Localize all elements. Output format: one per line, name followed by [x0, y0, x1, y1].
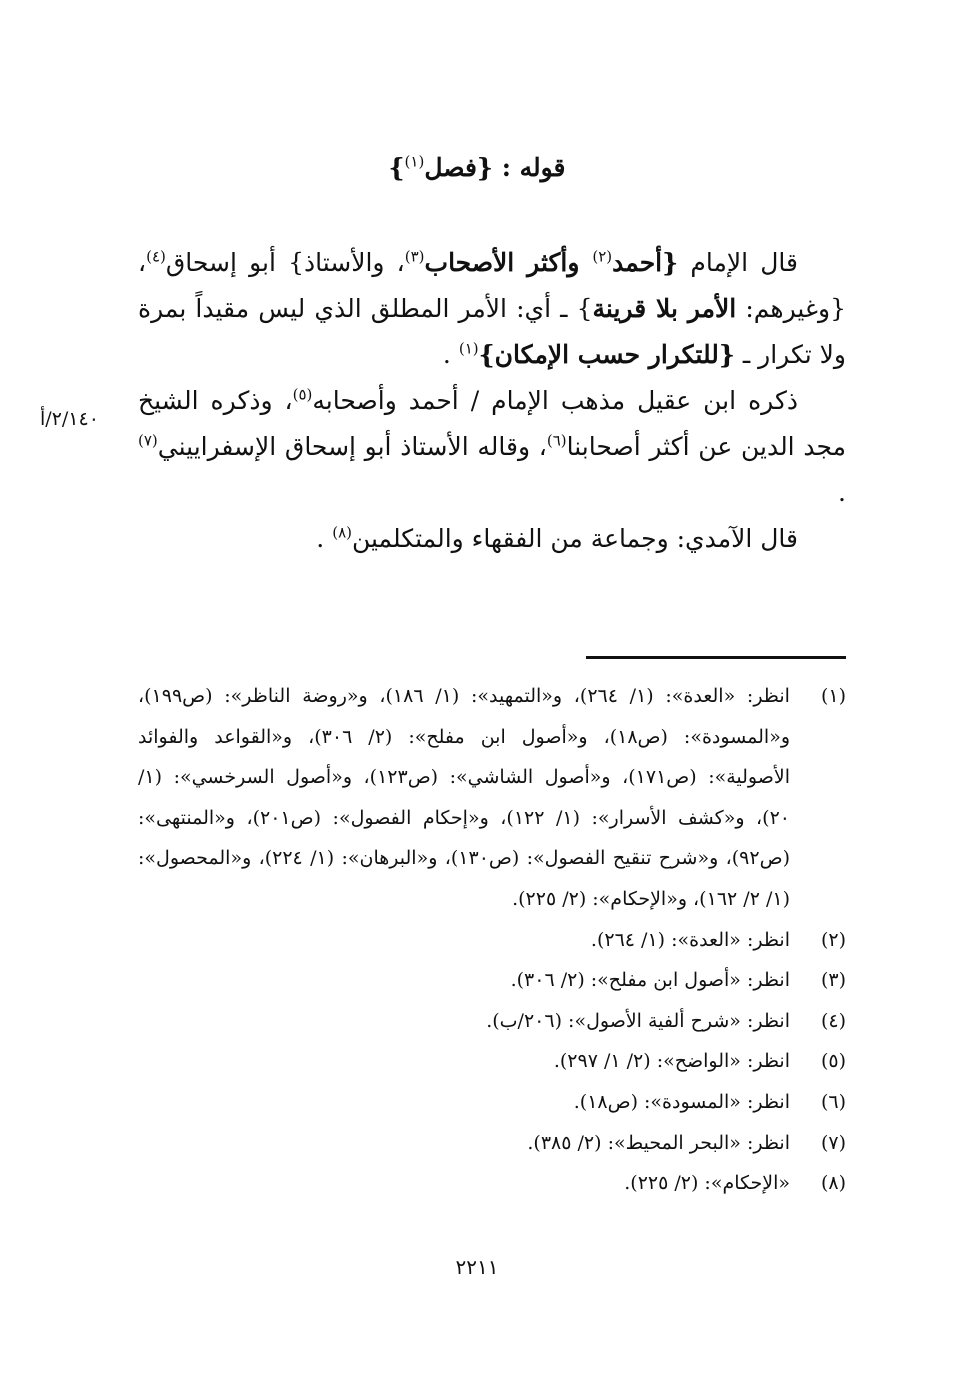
text-run: ، وذكره الشيخ مجد الدين عن أكثر أصحابنا	[138, 386, 847, 461]
text-run: ، والأستاذ} أبو إسحاق	[165, 248, 405, 277]
text-run: .	[838, 478, 846, 507]
footnote-number: (٧)	[820, 1131, 846, 1154]
footnote-number: (٤)	[820, 1009, 846, 1032]
text-run: {وغيرهم:	[736, 294, 846, 323]
footnote-number: (١)	[820, 685, 846, 707]
main-text	[138, 240, 846, 562]
heading-footnote-ref: (١)	[404, 152, 425, 171]
footnote-number: (٨)	[820, 1172, 846, 1195]
footnote-ref: (٧)	[138, 431, 158, 450]
footnote-text: انظر: «العدة»: (١/ ٢٦٤).	[590, 928, 790, 951]
text-run: قال الآمدي: وجماعة من الفقهاء والمتكلمين	[351, 524, 798, 553]
footnote-item	[138, 960, 846, 1001]
main-paragraph-2	[138, 378, 846, 516]
footnote-ref: (١)	[458, 339, 479, 358]
bold-text-run: {للتكرار حسب الإمكان}	[478, 340, 735, 369]
bold-text-run: الأمر بلا قرينة	[592, 294, 737, 323]
heading-word: فصل	[424, 153, 477, 182]
heading-prefix: قوله :	[492, 153, 566, 182]
footnote-ref: (٢)	[592, 247, 613, 266]
footnote-text: «الإحكام»: (٢/ ٢٢٥).	[624, 1172, 790, 1195]
footnote-item	[138, 1001, 846, 1042]
page-number: ٢٢١١	[455, 1255, 499, 1279]
bold-text-run: {أحمد	[612, 248, 679, 277]
footnote-ref: (٤)	[146, 247, 166, 266]
text-run: ذكره ابن عقيل مذهب الإمام / أحمد وأصحابه	[312, 386, 798, 415]
footnote-item	[138, 1163, 846, 1204]
footnote-text: انظر: «المسودة»: (ص١٨).	[573, 1090, 790, 1113]
text-run: قال الإمام	[678, 248, 798, 277]
footnote-number: (٥)	[820, 1050, 846, 1073]
footnote-item	[138, 1041, 846, 1082]
text-run: } ـ أي: الأمر المطلق الذي ليس مقيداً بمرة ولا تكرار ـ	[138, 294, 846, 369]
heading-close-brace: }	[388, 153, 405, 182]
footnote-item	[138, 1123, 846, 1164]
footnote-item	[138, 676, 846, 920]
footnote-ref: (٨)	[332, 523, 352, 542]
main-paragraph-1	[138, 240, 846, 378]
footnote-item	[138, 920, 846, 961]
footnote-text: انظر: «العدة»: (١/ ٢٦٤)، و«التمهيد»: (١/ ١٨٦)، و«روضة الناظر»: (ص١٩٩)، و«المسودة»: (ص١٨)، و«أصول ابن مفلح»: (٢/ ٣٠٦)، و«القواعد والفوائد الأصولية»: (ص١٧١)، و«أصول الشاشي»: (ص١٢٣)، و«أصول السرخسي»: (١/ ٢٠)، و«كشف الأسرار»: (١/ ١٢٢)، و«إحكام الفصول»: (ص٢٠١)، و«المنتهى»: (ص٩٢)، و«شرح تنقيح الفصول»: (ص١٣٠)، و«البرهان»: (١/ ٢٢٤)، و«المحصول»: (١/ ٢/ ١٦٢)، و«الإحكام»: (٢/ ٢٢٥).	[138, 685, 790, 910]
footnote-text: انظر: «الواضح»: (٢/ ١/ ٢٩٧).	[553, 1050, 790, 1073]
footnote-ref: (٣)	[404, 247, 425, 266]
footnote-number: (٣)	[820, 969, 846, 992]
text-run: ،	[138, 248, 147, 277]
footnote-number: (٦)	[820, 1090, 846, 1113]
text-run: ، وقاله الأستاذ أبو إسحاق الإسفراييني	[157, 432, 547, 461]
footnote-text: انظر: «أصول ابن مفلح»: (٢/ ٣٠٦).	[510, 969, 790, 992]
footnote-text: انظر: «البحر المحيط»: (٢/ ٣٨٥).	[527, 1131, 790, 1154]
text-run: .	[316, 524, 333, 553]
manuscript-folio-marker: ٢/١٤٠/أ	[40, 408, 99, 430]
text-run: .	[442, 340, 459, 369]
footnote-item	[138, 1082, 846, 1123]
footnote-number: (٢)	[820, 928, 846, 951]
footnote-ref: (٦)	[546, 431, 567, 450]
footnote-text: انظر: «شرح ألفية الأصول»: (٢٠٦/ب).	[486, 1009, 790, 1032]
footnote-separator	[586, 656, 846, 659]
section-heading	[0, 148, 954, 188]
footnote-ref: (٥)	[292, 385, 313, 404]
footnotes	[138, 676, 846, 1204]
bold-text-run: وأكثر الأصحاب	[424, 248, 593, 277]
heading-open-brace: {	[476, 153, 493, 182]
main-paragraph-3	[138, 516, 846, 562]
